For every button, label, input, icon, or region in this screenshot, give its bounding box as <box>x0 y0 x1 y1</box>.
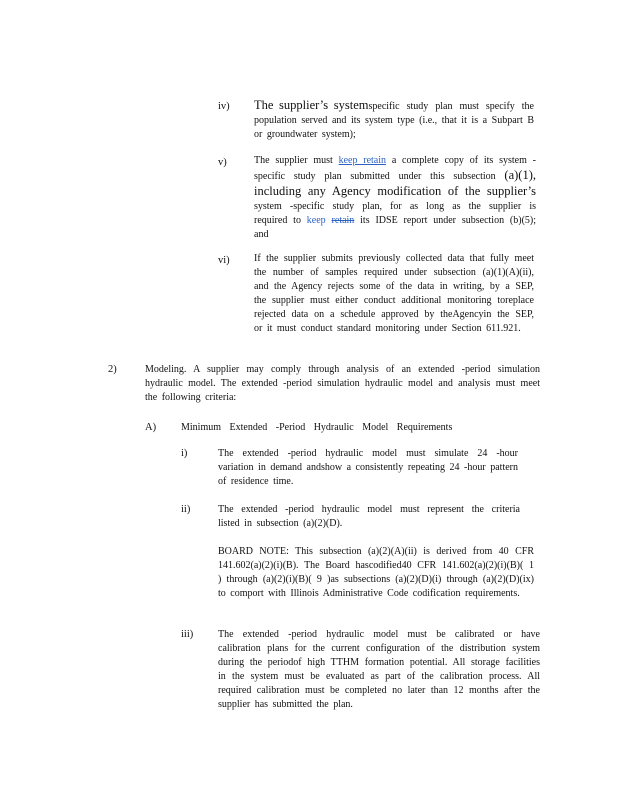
item-v-part2: a complete copy of its system -specific study plan submitted under this subsection <box>254 155 536 182</box>
item-marker-iii: iii) <box>181 629 194 640</box>
board-note: BOARD NOTE: This subsection (a)(2)(A)(ii) is derived from 40 CFR 141.602(a)(2)(i)(B). The Board hascodified40 CFR 141.602(a)(2)(i)(B)( 1 ) through (a)(2)(i)(B)( 9 )as subsections (a)(2)(D)(i) through (a)(2)(D)(ix) to comport with Illinois Administrative Code codification requirements. <box>218 546 534 599</box>
item-ii-text: The extended -period hydraulic model must represent the criteria listed in subsection (a)(2)(D). <box>218 504 520 529</box>
item-i-text: The extended -period hydraulic model must simulate 24 -hour variation in demand andshow a consistently repeating 24 -hour pattern of residence time. <box>218 448 518 487</box>
item-v-large-text: (a)(1), including any Agency modification of the supplier’s <box>254 168 536 198</box>
item-marker-vi: vi) <box>218 255 230 266</box>
item-marker-iv: iv) <box>218 101 230 112</box>
inserted-text-keep[interactable]: keep <box>306 215 326 226</box>
item-v-text <box>254 154 536 242</box>
item-v-part4: its IDSE report under subsection (b)(5); and <box>254 215 537 240</box>
item-iv-text <box>254 98 534 142</box>
item-iv-lead: The supplier’s system <box>254 98 369 112</box>
subsection-marker-A: A) <box>145 422 157 433</box>
item-iv-rest: specific study plan must specify the population served and its system type (i.e., that it is a Subpart B or groundwater system); <box>254 101 534 140</box>
item-marker-i: i) <box>181 448 188 459</box>
item-v-part3: system -specific study plan, for as long as the supplier is required to <box>254 201 536 226</box>
deleted-text-retain[interactable]: retain <box>331 215 355 226</box>
section-2-text: Modeling. A supplier may comply through analysis of an extended -period simulation hydraulic model. The extended -period simulation hydraulic model and analysis must meet the following criteria: <box>145 364 540 403</box>
item-v-part1: The supplier must <box>254 155 339 166</box>
item-marker-v: v) <box>218 157 227 168</box>
item-vi-text: If the supplier submits previously collected data that fully meet the number of samples required under subsection (a)(1)(A)(ii), and the Agency rejects some of the data in writing, by a SEP, the supplier must either conduct additional monitoring toreplace rejected data on a schedule approved by theAgencyin the SEP, or it must conduct standard monitoring under Section 611.921. <box>254 253 534 334</box>
section-marker-2: 2) <box>108 364 117 375</box>
inserted-text-keep-retain[interactable]: keep retain <box>338 155 387 166</box>
item-marker-ii: ii) <box>181 504 191 515</box>
item-iii-text: The extended -period hydraulic model must be calibrated or have calibration plans for the current configuration of the distribution system during the periodof high TTHM formation potential. All storage facilities in the system must be evaluated as part of the calibration process. All required calibration must be completed no later than 12 months after the supplier has submitted the plan. <box>218 629 540 710</box>
subsection-A-heading: Minimum Extended -Period Hydraulic Model Requirements <box>181 422 453 433</box>
